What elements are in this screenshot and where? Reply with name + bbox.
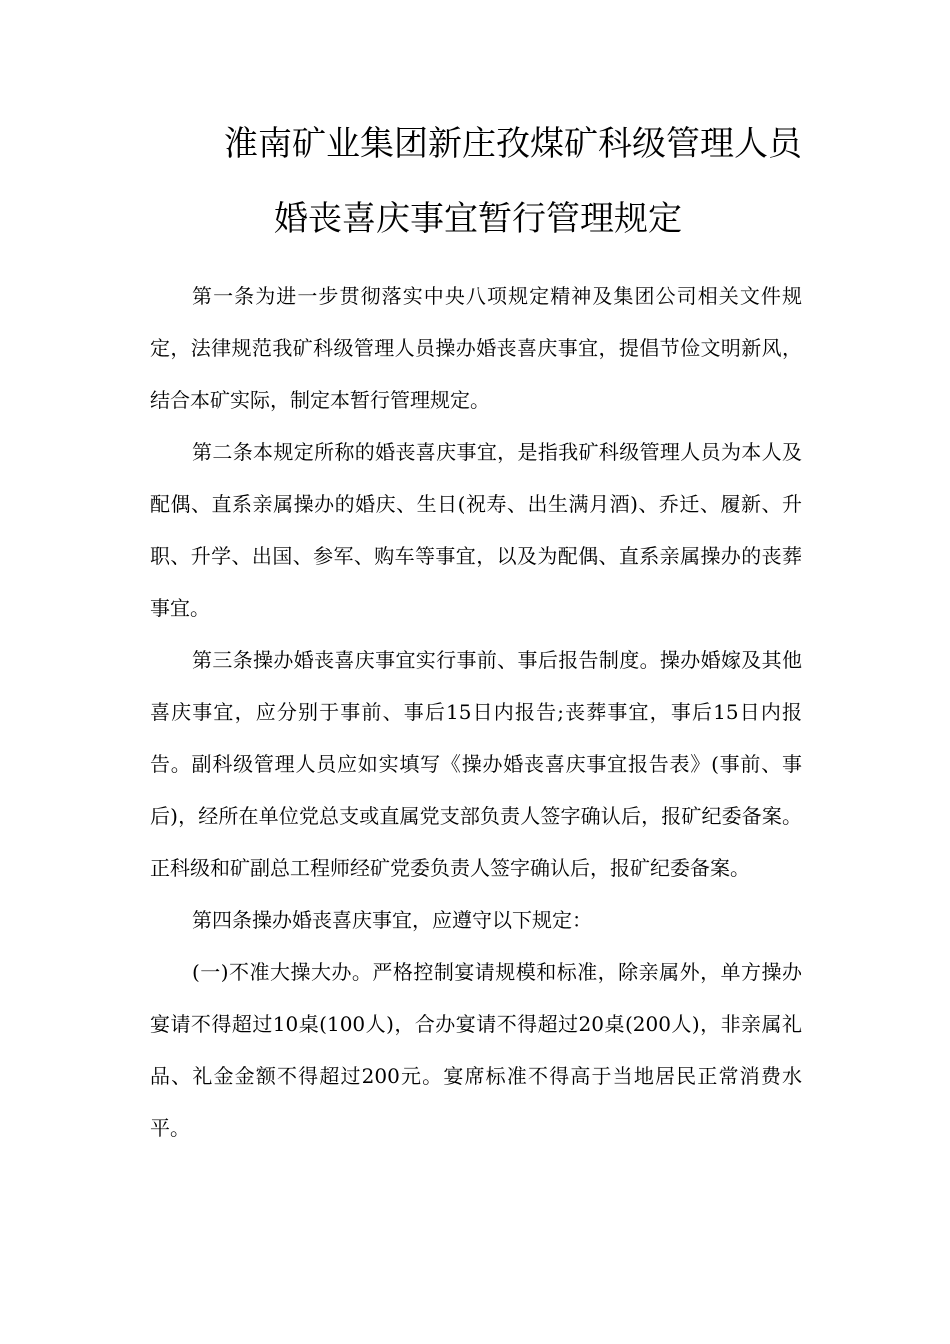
document-body	[150, 270, 802, 1154]
document-title-line-2: 婚丧喜庆事宜暂行管理规定	[274, 199, 682, 239]
article-1-paragraph: 第一条为进一步贯彻落实中央八项规定精神及集团公司相关文件规定，法律规范我矿科级管理人员操办婚丧喜庆事宜，提倡节俭文明新风，结合本矿实际，制定本暂行管理规定。	[150, 284, 802, 412]
article-3-paragraph: 第三条操办婚丧喜庆事宜实行事前、事后报告制度。操办婚嫁及其他喜庆事宜，应分别于事前、事后15日内报告;丧葬事宜，事后15日内报告。副科级管理人员应如实填写《操办婚丧喜庆事宜报告表》(事前、事后)，经所在单位党总支或直属党支部负责人签字确认后，报矿纪委备案。正科级和矿副总工程师经矿党委负责人签字确认后，报矿纪委备案。	[150, 648, 802, 880]
article-2-paragraph: 第二条本规定所称的婚丧喜庆事宜，是指我矿科级管理人员为本人及配偶、直系亲属操办的婚庆、生日(祝寿、出生满月酒)、乔迁、履新、升职、升学、出国、参军、购车等事宜，以及为配偶、直系亲属操办的丧葬事宜。	[150, 440, 802, 620]
article-4-paragraph: 第四条操办婚丧喜庆事宜，应遵守以下规定：	[192, 908, 592, 932]
document-title-line-1: 淮南矿业集团新庄孜煤矿科级管理人员	[224, 124, 802, 164]
article-4-item-1-paragraph: (一)不准大操大办。严格控制宴请规模和标准，除亲属外，单方操办宴请不得超过10桌(100人)，合办宴请不得超过20桌(200人)，非亲属礼品、礼金金额不得超过200元。宴席标准不得高于当地居民正常消费水平。	[150, 960, 802, 1140]
